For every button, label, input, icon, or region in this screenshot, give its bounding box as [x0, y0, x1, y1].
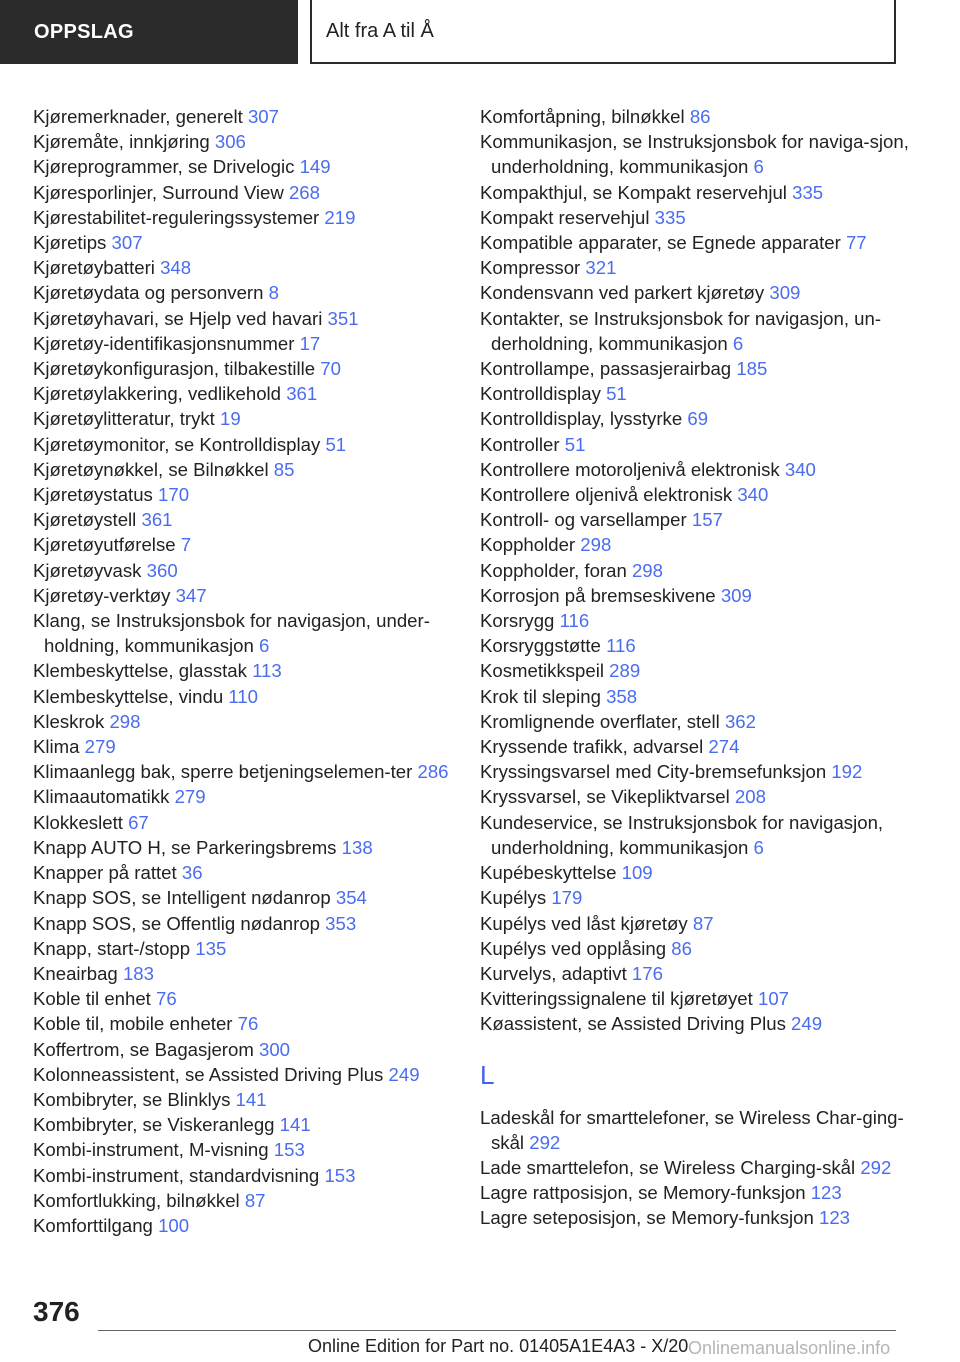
index-entry	[33, 306, 453, 331]
entry-term: Kupélys ved opplåsing	[480, 937, 672, 959]
index-entry	[33, 835, 453, 860]
entry-term: Kneairbag	[33, 962, 123, 984]
entry-page-link[interactable]: 100	[158, 1214, 190, 1236]
index-entry	[480, 734, 910, 759]
index-entry	[33, 255, 453, 280]
index-entry	[480, 532, 910, 557]
index-entry	[33, 759, 453, 784]
index-entry	[480, 255, 910, 280]
entry-page-link[interactable]: 335	[654, 206, 686, 228]
entry-term: Kontrollere motoroljenivå elektronisk	[480, 458, 785, 480]
entry-page-link[interactable]: 321	[585, 257, 617, 279]
entry-term: Knapp, start-/stopp	[33, 937, 196, 959]
index-entry	[33, 432, 453, 457]
edition-note: Online Edition for Part no. 01405A1E4A3 - X/20	[308, 1336, 689, 1356]
index-entry	[480, 810, 910, 860]
entry-term: Kjøretøybatteri	[33, 257, 161, 279]
entry-page-link[interactable]: 185	[736, 358, 768, 380]
entry-page-link[interactable]: 110	[228, 685, 258, 707]
entry-term: Koble til enhet	[33, 988, 157, 1010]
entry-term: Kontroll- og varsellamper	[480, 509, 692, 531]
index-entry	[480, 129, 910, 179]
entry-page-link[interactable]: 17	[299, 332, 321, 354]
entry-page-link[interactable]: 286	[417, 761, 449, 783]
entry-page-link[interactable]: 69	[687, 408, 709, 430]
entry-term: Køassistent, se Assisted Driving Plus	[480, 1013, 792, 1035]
index-entry	[33, 558, 453, 583]
entry-page-link[interactable]: 6	[732, 332, 744, 354]
entry-term: Kondensvann ved parkert kjøretøy	[480, 282, 770, 304]
index-entry	[33, 406, 453, 431]
entry-term: Komforttilgang	[33, 1214, 159, 1236]
entry-term: Korsrygg	[480, 610, 560, 632]
index-entry	[480, 709, 910, 734]
entry-page-link[interactable]: 123	[818, 1207, 851, 1229]
index-entry	[33, 885, 453, 910]
index-entry	[33, 154, 453, 179]
entry-term: Kontrolldisplay	[480, 383, 607, 405]
entry-page-link[interactable]: 77	[845, 232, 867, 254]
entry-page-link[interactable]: 67	[128, 811, 149, 833]
entry-term: Kryssingsvarsel med City-bremsefunksjon	[480, 761, 832, 783]
entry-term: Kvitteringssignalene til kjøretøyet	[480, 988, 758, 1010]
section-letter: L	[480, 1059, 495, 1090]
index-entry	[33, 230, 453, 255]
entry-term: Ladeskål for smarttelefoner, se Wireless Char-ging-skål	[480, 1106, 904, 1153]
index-entry	[480, 633, 910, 658]
index-group-k	[480, 104, 910, 1037]
entry-term: Knapper på rattet	[33, 862, 182, 884]
index-column-right	[480, 104, 910, 1231]
entry-term: Kommunikasjon, se Instruksjonsbok for naviga-sjon, underholdning, kommunikasjon	[480, 131, 909, 178]
entry-term: Kupélys ved låst kjøretøy	[480, 912, 693, 934]
index-entry	[480, 381, 910, 406]
entry-page-link[interactable]: 149	[299, 156, 331, 178]
entry-page-link[interactable]: 208	[734, 786, 766, 808]
entry-page-link[interactable]: 351	[327, 307, 359, 329]
entry-term: Komfortåpning, bilnøkkel	[480, 106, 690, 127]
page-number: 376	[33, 1296, 80, 1327]
entry-term: Kontrolldisplay, lysstyrke	[480, 408, 688, 430]
index-entry	[33, 608, 453, 658]
entry-page-link[interactable]: 157	[691, 509, 723, 531]
entry-term: Kolonneassistent, se Assisted Driving Plus	[33, 1063, 389, 1085]
index-entry	[33, 709, 453, 734]
entry-term: Kombibryter, se Blinklys	[33, 1088, 236, 1110]
index-entry	[480, 205, 910, 230]
entry-term: Knapp AUTO H, se Parkeringsbrems	[33, 836, 342, 858]
entry-page-link[interactable]: 123	[810, 1182, 842, 1204]
index-entry	[33, 860, 453, 885]
entry-page-link[interactable]: 306	[214, 131, 246, 153]
page-header	[0, 0, 960, 66]
entry-term: Kjøretøy-identifikasjonsnummer	[33, 332, 300, 354]
index-entry	[480, 784, 910, 809]
entry-term: Knapp SOS, se Offentlig nødanrop	[33, 912, 326, 934]
entry-page-link[interactable]: 153	[324, 1164, 356, 1186]
index-entry	[33, 911, 453, 936]
entry-page-link[interactable]: 138	[341, 836, 373, 858]
index-entry	[33, 961, 453, 986]
index-entry	[480, 457, 910, 482]
entry-page-link[interactable]: 51	[606, 383, 627, 405]
entry-term: Korsryggstøtte	[480, 635, 607, 657]
index-entry	[33, 532, 453, 557]
index-entry	[33, 784, 453, 809]
index-column-left	[33, 104, 453, 1238]
entry-term: Kromlignende overflater, stell	[480, 710, 725, 732]
index-entry	[33, 810, 453, 835]
entry-page-link[interactable]: 135	[195, 937, 227, 959]
entry-term: Kupélys	[480, 887, 552, 909]
entry-term: Kryssende trafikk, advarsel	[480, 736, 709, 758]
index-entry	[33, 684, 453, 709]
entry-term: Klima	[33, 736, 85, 758]
entry-page-link[interactable]: 279	[174, 786, 206, 808]
entry-term: Kjøretøylakkering, vedlikehold	[33, 383, 287, 405]
section-label: OPPSLAG	[34, 20, 134, 43]
entry-term: Kjøretøyutførelse	[33, 534, 181, 556]
entry-term: Kompatible apparater, se Egnede apparater	[480, 232, 846, 254]
entry-term: Kjøretøystell	[33, 509, 142, 531]
index-entry	[33, 1087, 453, 1112]
entry-page-link[interactable]: 86	[689, 106, 711, 127]
entry-page-link[interactable]: 309	[769, 282, 801, 304]
index-entry	[480, 1205, 910, 1230]
index-entry	[33, 1062, 453, 1087]
entry-term: Koble til, mobile enheter	[33, 1013, 238, 1035]
index-entry	[33, 381, 453, 406]
index-entry	[480, 961, 910, 986]
entry-page-link[interactable]: 298	[580, 534, 612, 556]
entry-term: Klang, se Instruksjonsbok for navigasjon, under-holdning, kommunikasjon	[33, 610, 430, 657]
index-entry	[33, 356, 453, 381]
index-entry	[480, 936, 910, 961]
entry-page-link[interactable]: 361	[286, 383, 318, 405]
index-entry	[33, 280, 453, 305]
entry-page-link[interactable]: 340	[737, 484, 769, 506]
index-entry	[33, 1188, 453, 1213]
index-entry	[480, 1180, 910, 1205]
index-entry	[480, 306, 910, 356]
entry-term: Kupébeskyttelse	[480, 862, 622, 884]
index-entry	[33, 1213, 453, 1238]
entry-term: Kleskrok	[33, 710, 110, 732]
entry-term: Korrosjon på bremseskivene	[480, 584, 721, 606]
index-entry	[480, 608, 910, 633]
index-entry	[33, 129, 453, 154]
index-entry	[33, 986, 453, 1011]
entry-page-link[interactable]: 87	[244, 1189, 266, 1211]
entry-term: Kontrollampe, passasjerairbag	[480, 358, 737, 380]
entry-page-link[interactable]: 86	[671, 937, 692, 959]
entry-page-link[interactable]: 361	[141, 509, 173, 531]
index-group-l	[480, 1105, 910, 1231]
index-entry	[480, 885, 910, 910]
entry-page-link[interactable]: 362	[724, 710, 756, 732]
index-entry	[480, 911, 910, 936]
entry-page-link[interactable]: 6	[753, 836, 764, 858]
entry-page-link[interactable]: 353	[325, 912, 357, 934]
entry-page-link[interactable]: 36	[181, 862, 203, 884]
entry-term: Kjøretøymonitor, se Kontrolldisplay	[33, 433, 326, 455]
entry-page-link[interactable]: 358	[606, 685, 638, 707]
entry-page-link[interactable]: 309	[720, 584, 752, 606]
entry-term: Lagre rattposisjon, se Memory-funksjon	[480, 1182, 811, 1204]
index-entry	[33, 658, 453, 683]
index-entry	[480, 406, 910, 431]
entry-term: Kjøretøydata og personvern	[33, 282, 269, 304]
entry-page-link[interactable]: 249	[791, 1013, 823, 1035]
index-entry	[33, 1112, 453, 1137]
entry-page-link[interactable]: 298	[109, 710, 141, 732]
index-entry	[33, 1163, 453, 1188]
chapter-title: Alt fra A til Å	[326, 19, 434, 42]
index-entry	[480, 684, 910, 709]
index-entry	[33, 583, 453, 608]
entry-page-link[interactable]: 85	[273, 458, 295, 480]
entry-term: Kjøretips	[33, 232, 112, 254]
footer-divider	[98, 1330, 896, 1331]
index-entry	[33, 331, 453, 356]
watermark: Onlinemanualsonline.info	[688, 1338, 891, 1358]
entry-page-link[interactable]: 107	[757, 988, 790, 1010]
entry-term: Kurvelys, adaptivt	[480, 962, 632, 984]
index-entry	[33, 936, 453, 961]
entry-page-link[interactable]: 219	[324, 206, 356, 228]
entry-page-link[interactable]: 307	[111, 232, 143, 254]
entry-term: Kjøretøyvask	[33, 559, 147, 581]
entry-page-link[interactable]: 292	[529, 1131, 561, 1153]
index-entry	[480, 230, 910, 255]
entry-page-link[interactable]: 116	[606, 635, 636, 657]
entry-page-link[interactable]: 113	[252, 660, 282, 682]
entry-term: Kjørestabilitet-reguleringssystemer	[33, 206, 325, 228]
index-entry	[480, 432, 910, 457]
entry-term: Komfortlukking, bilnøkkel	[33, 1189, 245, 1211]
entry-page-link[interactable]: 109	[621, 862, 653, 884]
entry-page-link[interactable]: 183	[122, 962, 154, 984]
entry-term: Kjøremåte, innkjøring	[33, 131, 215, 153]
entry-term: Kjøretøynøkkel, se Bilnøkkel	[33, 458, 274, 480]
entry-term: Kombi-instrument, standardvisning	[33, 1164, 325, 1186]
entry-term: Lade smarttelefon, se Wireless Charging-skål	[480, 1156, 861, 1178]
index-entry	[480, 759, 910, 784]
entry-term: Klimaautomatikk	[33, 786, 175, 808]
entry-page-link[interactable]: 192	[831, 761, 863, 783]
entry-page-link[interactable]: 6	[258, 635, 270, 657]
entry-page-link[interactable]: 76	[237, 1013, 259, 1035]
entry-term: Kompakthjul, se Kompakt reservehjul	[480, 181, 793, 203]
entry-page-link[interactable]: 179	[551, 887, 583, 909]
entry-page-link[interactable]: 360	[146, 559, 178, 581]
index-entry	[33, 180, 453, 205]
entry-page-link[interactable]: 348	[160, 257, 192, 279]
entry-page-link[interactable]: 307	[247, 106, 279, 127]
entry-page-link[interactable]: 51	[325, 433, 347, 455]
index-entry	[33, 457, 453, 482]
entry-term: Klokkeslett	[33, 811, 129, 833]
index-entry	[480, 356, 910, 381]
index-entry	[480, 558, 910, 583]
entry-page-link[interactable]: 298	[631, 559, 663, 581]
entry-page-link[interactable]: 76	[156, 988, 177, 1010]
entry-page-link[interactable]: 141	[235, 1088, 267, 1110]
index-entry	[33, 1011, 453, 1036]
entry-page-link[interactable]: 176	[631, 962, 663, 984]
entry-page-link[interactable]: 340	[784, 458, 816, 480]
section-tab	[0, 0, 298, 64]
entry-page-link[interactable]: 347	[175, 584, 207, 606]
index-entry	[33, 205, 453, 230]
entry-page-link[interactable]: 70	[320, 358, 341, 380]
entry-term: Lagre seteposisjon, se Memory-funksjon	[480, 1207, 819, 1229]
entry-page-link[interactable]: 51	[564, 433, 586, 455]
entry-page-link[interactable]: 7	[180, 534, 192, 556]
index-entry	[480, 180, 910, 205]
entry-term: Klembeskyttelse, vindu	[33, 685, 229, 707]
index-entry	[480, 583, 910, 608]
entry-term: Kryssvarsel, se Vikepliktvarsel	[480, 786, 735, 808]
entry-term: Kjøresporlinjer, Surround View	[33, 181, 289, 203]
entry-page-link[interactable]: 274	[708, 736, 740, 758]
entry-page-link[interactable]: 354	[335, 887, 367, 909]
index-entry	[33, 1037, 453, 1062]
entry-term: Kombi-instrument, M-visning	[33, 1139, 274, 1161]
index-entry	[480, 507, 910, 532]
entry-page-link[interactable]: 170	[158, 484, 190, 506]
entry-term: Kompressor	[480, 257, 586, 279]
index-entry	[480, 482, 910, 507]
entry-page-link[interactable]: 335	[792, 181, 824, 203]
entry-page-link[interactable]: 153	[273, 1139, 305, 1161]
index-entry	[480, 986, 910, 1011]
entry-term: Koppholder	[480, 534, 581, 556]
entry-term: Kontroller	[480, 433, 565, 455]
entry-term: Kosmetikkspeil	[480, 660, 610, 682]
index-entry	[480, 104, 910, 129]
entry-term: Kontakter, se Instruksjonsbok for navigasjon, un-derholdning, kommunikasjon	[480, 307, 882, 354]
index-entry	[480, 1155, 910, 1180]
entry-page-link[interactable]: 8	[268, 282, 279, 304]
entry-term: Kjøretøykonfigurasjon, tilbakestille	[33, 358, 321, 380]
entry-term: Kjøretøy-verktøy	[33, 584, 176, 606]
index-entry	[480, 1105, 910, 1155]
index-entry	[33, 104, 453, 129]
entry-page-link[interactable]: 116	[559, 610, 590, 632]
index-entry	[33, 482, 453, 507]
entry-term: Kontrollere oljenivå elektronisk	[480, 484, 738, 506]
entry-page-link[interactable]: 279	[84, 736, 116, 758]
entry-page-link[interactable]: 292	[860, 1156, 892, 1178]
index-entry	[33, 1137, 453, 1162]
entry-term: Knapp SOS, se Intelligent nødanrop	[33, 887, 336, 909]
entry-page-link[interactable]: 19	[220, 408, 241, 430]
index-entry	[480, 1011, 910, 1036]
entry-term: Krok til sleping	[480, 685, 607, 707]
entry-term: Klembeskyttelse, glasstak	[33, 660, 253, 682]
entry-term: Kombibryter, se Viskeranlegg	[33, 1114, 280, 1136]
chapter-tab	[310, 0, 896, 64]
index-entry	[480, 658, 910, 683]
entry-term: Klimaanlegg bak, sperre betjeningselemen-ter	[33, 761, 418, 783]
entry-page-link[interactable]: 6	[753, 156, 764, 178]
index-entry	[480, 860, 910, 885]
entry-page-link[interactable]: 141	[279, 1114, 311, 1136]
entry-page-link[interactable]: 249	[388, 1063, 420, 1085]
index-entry	[33, 507, 453, 532]
entry-term: Koppholder, foran	[480, 559, 632, 581]
entry-page-link[interactable]: 268	[288, 181, 320, 203]
index-entry	[33, 734, 453, 759]
entry-term: Koffertrom, se Bagasjerom	[33, 1038, 259, 1060]
entry-term: Kjøretøystatus	[33, 484, 159, 506]
entry-term: Kjøremerknader, generelt	[33, 106, 248, 127]
entry-term: Kjøretøylitteratur, trykt	[33, 408, 220, 430]
entry-page-link[interactable]: 289	[609, 660, 641, 682]
entry-term: Kjøreprogrammer, se Drivelogic	[33, 156, 300, 178]
entry-term: Kompakt reservehjul	[480, 206, 655, 228]
entry-term: Kundeservice, se Instruksjonsbok for navigasjon, underholdning, kommunikasjon	[480, 811, 884, 858]
entry-page-link[interactable]: 300	[258, 1038, 291, 1060]
entry-term: Kjøretøyhavari, se Hjelp ved havari	[33, 307, 328, 329]
index-entry	[480, 280, 910, 305]
entry-page-link[interactable]: 87	[692, 912, 714, 934]
